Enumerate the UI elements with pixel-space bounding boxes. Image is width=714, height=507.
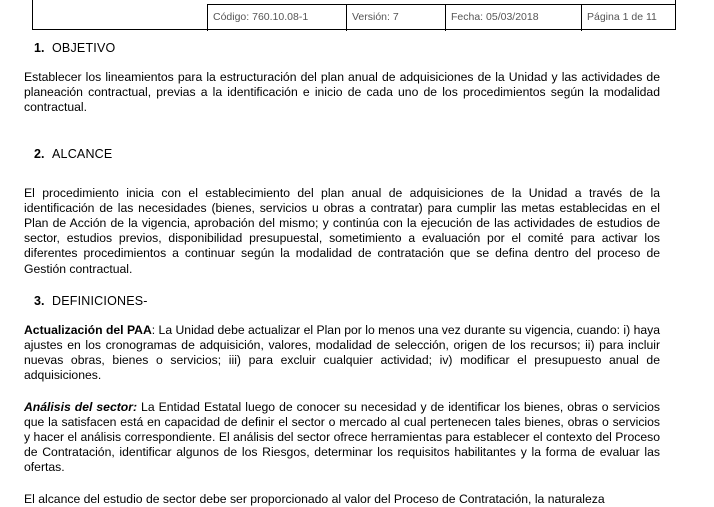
- header-version: Versión: 7: [346, 5, 445, 31]
- section-number: 3.: [34, 293, 45, 308]
- definition-term: Actualización del PAA: [24, 322, 152, 337]
- definition-text: La Entidad Estatal luego de conocer su necesidad y de identificar los bienes, obras o servicios que la satisfacen está en capacidad de definir el sector o mercado al cual pertenecen tales bienes, obras o servicios y hacer el análisis correspondiente. El análisis del sector ofrece herramientas para establecer el contexto del Proceso de Contratación, identificar algunos de los Riesgos, determinar los requisitos habilitantes y la forma de evaluar las ofertas.: [24, 399, 660, 475]
- trailing-paragraph: El alcance del estudio de sector debe ser proporcionado al valor del Proceso de Contratación, la naturaleza: [24, 491, 605, 506]
- header-pagina: Página 1 de 11: [581, 5, 675, 31]
- header-codigo: Código: 760.10.08-1: [207, 5, 346, 31]
- document-header-row: [207, 4, 675, 31]
- section-title: DEFINICIONES-: [52, 293, 148, 308]
- section-number: 1.: [34, 41, 45, 55]
- definition-paa: [24, 323, 660, 384]
- section-heading-alcance: [24, 144, 660, 164]
- section-heading-objetivo: [24, 38, 660, 58]
- section-title: ALCANCE: [52, 146, 113, 161]
- document-header-table: [32, 0, 676, 30]
- document-body: [24, 36, 660, 507]
- section-heading-definiciones: [24, 291, 660, 311]
- definition-term: Análisis del sector:: [24, 399, 138, 414]
- definition-analisis-sector: [24, 400, 660, 476]
- section-title: OBJETIVO: [52, 41, 116, 55]
- section-number: 2.: [34, 146, 45, 161]
- definition-text: : La Unidad debe actualizar el Plan por lo menos una vez durante su vigencia, cuando: i) haya ajustes en los cronogramas de adquisición, valores, modalidad de selección, origen de los recursos; ii) para incluir nuevas obras, bienes o servicios; iii) para excluir cualquier actividad; iv) modificar el presupuesto anual de adquisiciones.: [24, 322, 660, 383]
- header-fecha: Fecha: 05/03/2018: [445, 5, 581, 31]
- section-body-alcance: El procedimiento inicia con el establecimiento del plan anual de adquisiciones de la Unidad a través de la identificación de las necesidades (bienes, servicios u obras a contratar) para cumplir las metas establecidas en el Plan de Acción de la vigencia, aprobación del mismo; y continúa con la ejecución de las actividades de estudios de sector, estudios previos, disponibilidad presupuestal, sometimiento a evaluación por el comité para activar los diferentes procedimientos a continuar según la modalidad de contratación que se defina dentro del proceso de Gestión contractual.: [24, 185, 660, 276]
- section-body-objetivo: Establecer los lineamientos para la estructuración del plan anual de adquisiciones de la Unidad y las actividades de planeación contractual, previas a la identificación e inicio de cada uno de los procedimientos según la modalidad contractual.: [24, 70, 660, 115]
